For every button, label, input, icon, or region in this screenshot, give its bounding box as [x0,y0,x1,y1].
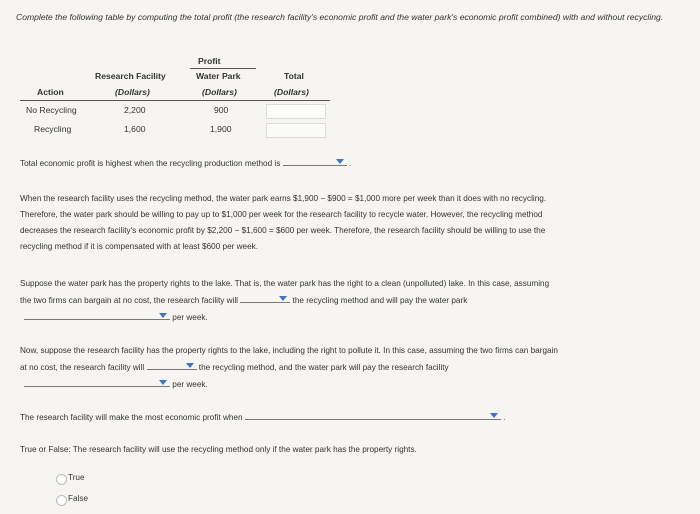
q3-line2-after: the recycling method, and the water park will pay the research facility [198,363,449,372]
chevron-down-icon [279,296,287,301]
chevron-down-icon [336,159,344,164]
instructions: Complete the following table by computing the total profit (the research facility's economic profit and the water park's economic profit combined) with and without recycling. [16,12,664,22]
col-research-header: Research Facility [95,71,166,81]
recycling-method-dropdown[interactable] [283,155,347,166]
q2-line1: Suppose the water park has the property rights to the lake. That is, the water park has the right to a clean (unpolluted) lake. In this case, assuming [20,279,550,288]
q2-payment-dropdown[interactable] [24,309,170,320]
q4-text: The research facility will make the most economic profit when [20,413,243,422]
explanation-line: decreases the research facility's economic profit by $2,200 − $1,600 = $600 per week. Therefore, the research facility should be willing to use the [20,226,546,235]
row-research-no-recycling: 2,200 [124,105,146,115]
row-water-recycling: 1,900 [210,124,232,134]
q3-action-dropdown[interactable] [147,359,197,370]
chevron-down-icon [159,313,167,318]
q3-line2-before: at no cost, the research facility will [20,363,145,372]
col-total-unit: (Dollars) [274,87,309,97]
q2-line3-after: per week. [172,313,208,322]
row-water-no-recycling: 900 [214,105,229,115]
col-action-header: Action [37,87,64,97]
col-research-unit: (Dollars) [115,87,150,97]
explanation-line: When the research facility uses the recycling method, the water park earns $1,900 − $900 = $1,000 more per week than it does with no recycling. [20,194,547,203]
group-underline [190,68,256,69]
row-action-recycling: Recycling [34,124,72,134]
question-water-park-rights [20,276,690,326]
q2-line2-before: the two firms can bargain at no cost, the research facility will [20,296,238,305]
total-input-recycling[interactable] [266,123,326,138]
question-true-false [20,442,417,458]
profit-group-header: Profit [198,56,221,66]
col-total-header: Total [284,71,304,81]
total-input-no-recycling[interactable] [266,104,326,119]
false-label: False [68,494,89,503]
explanation-line: recycling method if it is compensated with at least $600 per week. [20,242,259,251]
row-research-recycling: 1,600 [124,124,146,134]
q5-text: The research facility will use the recycling method only if the water park has the property rights. [72,445,417,454]
q1-text: Total economic profit is highest when the recycling production method is [20,159,281,168]
true-label: True [68,473,85,482]
row-action-no-recycling: No Recycling [26,105,77,115]
most-profit-dropdown[interactable] [245,409,501,420]
header-underline [20,100,330,101]
col-water-unit: (Dollars) [202,87,237,97]
q3-line1: Now, suppose the research facility has the property rights to the lake, including the right to pollute it. In this case, assuming the two firms can bargain [20,346,558,355]
explanation-line: Therefore, the water park should be willing to pay up to $1,000 per week for the research facility to recycle water. However, the recycling method [20,210,543,219]
question-highest-profit [20,155,351,172]
chevron-down-icon [159,380,167,385]
q3-payment-dropdown[interactable] [24,376,170,387]
true-radio[interactable] [56,474,67,485]
chevron-down-icon [186,363,194,368]
question-most-profit [20,409,505,426]
q1-end: . [348,159,352,168]
q5-prefix: True or False: [20,445,71,454]
q3-line3-after: per week. [172,380,208,389]
explanation [20,191,690,255]
chevron-down-icon [490,413,498,418]
q2-line2-after: the recycling method and will pay the water park [292,296,468,305]
q4-end: . [503,413,506,422]
q2-action-dropdown[interactable] [240,292,290,303]
question-research-facility-rights [20,343,690,393]
col-water-header: Water Park [196,71,241,81]
false-radio[interactable] [56,495,67,506]
